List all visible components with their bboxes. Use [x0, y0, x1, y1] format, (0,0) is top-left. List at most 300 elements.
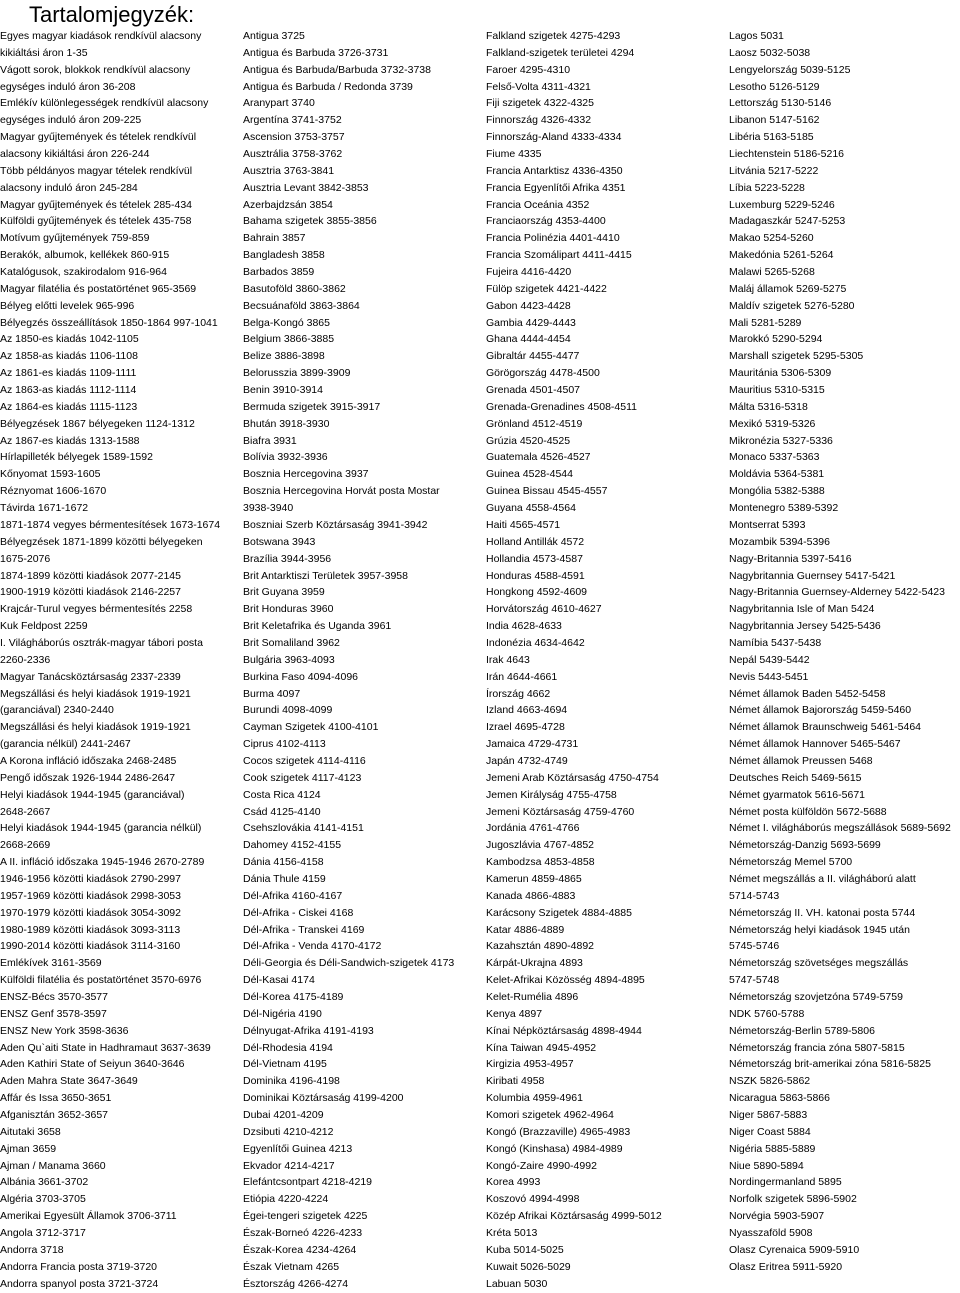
toc-entry: Magyar gyűjtemények és tételek 285-434 — [0, 198, 193, 211]
toc-entry: egységes induló áron 36-208 — [0, 80, 136, 93]
toc-entry: Külföldi gyűjtemények és tételek 435-758 — [0, 215, 192, 228]
toc-entry: Burundi 4098-4099 — [243, 704, 333, 717]
toc-entry: Guyana 4558-4564 — [486, 502, 576, 515]
toc-entry: Ajman 3659 — [0, 1142, 57, 1155]
toc-entry: 1957-1969 közötti kiadások 2998-3053 — [0, 889, 181, 902]
toc-entry: Mauritánia 5306-5309 — [729, 367, 832, 380]
toc-entry: Barbados 3859 — [243, 266, 315, 279]
toc-entry: Felső-Volta 4311-4321 — [486, 80, 591, 93]
toc-entry: Etiópia 4220-4224 — [243, 1193, 329, 1206]
toc-entry: Németország szovjetzóna 5749-5759 — [729, 990, 903, 1003]
toc-entry: Dél-Afrika - Ciskei 4168 — [243, 906, 354, 919]
toc-entry: Andorra spanyol posta 3721-3724 — [0, 1277, 159, 1290]
toc-entry: Argentína 3741-3752 — [243, 114, 342, 127]
toc-entry: (garancia nélkül) 2441-2467 — [0, 738, 131, 751]
toc-entry: 2648-2667 — [0, 805, 51, 818]
toc-entry: Jamaica 4729-4731 — [486, 738, 579, 751]
toc-entry: Az 1867-es kiadás 1313-1588 — [0, 434, 140, 447]
toc-entry: Német államok Hannover 5465-5467 — [729, 738, 901, 751]
toc-entry: Aden Kathiri State of Seiyun 3640-3646 — [0, 1058, 185, 1071]
toc-entry: Moldávia 5364-5381 — [729, 468, 825, 481]
toc-entry: Gambia 4429-4443 — [486, 316, 576, 329]
toc-entry: Bahama szigetek 3855-3856 — [243, 215, 377, 228]
toc-entry: Finnország 4326-4332 — [486, 114, 592, 127]
toc-entry: Dél-Nigéria 4190 — [243, 1007, 322, 1020]
toc-entry: Belorusszia 3899-3909 — [243, 367, 351, 380]
toc-entry: Dominikai Köztársaság 4199-4200 — [243, 1092, 404, 1105]
toc-entry: Ajman / Manama 3660 — [0, 1159, 106, 1172]
toc-entry: Észtország 4266-4274 — [243, 1277, 349, 1290]
toc-entry: Basutoföld 3860-3862 — [243, 282, 346, 295]
toc-entry: Dzsibuti 4210-4212 — [243, 1125, 334, 1138]
toc-entry: Az 1863-as kiadás 1112-1114 — [0, 384, 137, 397]
toc-entry: Cocos szigetek 4114-4116 — [243, 754, 366, 767]
page-title: Tartalomjegyzék: — [29, 2, 195, 27]
toc-entry: Francia Antarktisz 4336-4350 — [486, 164, 623, 177]
toc-entry: 2668-2669 — [0, 839, 51, 852]
toc-entry: Kárpát-Ukrajna 4893 — [486, 957, 583, 970]
toc-entry: Csád 4125-4140 — [243, 805, 321, 818]
toc-entry: Ascension 3753-3757 — [243, 131, 345, 144]
toc-entry: Afganisztán 3652-3657 — [0, 1109, 108, 1121]
toc-entry: Lettország 5130-5146 — [729, 97, 832, 110]
toc-entry: Német posta külföldön 5672-5688 — [729, 805, 887, 818]
toc-entry: Fiji szigetek 4322-4325 — [486, 97, 594, 110]
toc-entry: Burkina Faso 4094-4096 — [243, 670, 358, 683]
toc-entry: Az 1858-as kiadás 1106-1108 — [0, 350, 138, 363]
toc-entry: Komori szigetek 4962-4964 — [486, 1109, 614, 1121]
toc-entry: Costa Rica 4124 — [243, 788, 321, 801]
toc-entry: Külföldi filatélia és postatörténet 3570-6976 — [0, 974, 202, 987]
toc-entry: Lengyelország 5039-5125 — [729, 63, 851, 76]
toc-entry: Katalógusok, szakirodalom 916-964 — [0, 266, 167, 279]
toc-entry: Jemeni Köztársaság 4759-4760 — [486, 805, 635, 818]
toc-entry: Németország Memel 5700 — [729, 856, 853, 869]
toc-entry: Nicaragua 5863-5866 — [729, 1092, 830, 1105]
toc-entry: Németország brit-amerikai zóna 5816-5825 — [729, 1058, 931, 1071]
toc-entry: Norfolk szigetek 5896-5902 — [729, 1193, 857, 1206]
toc-entry: Horvátország 4610-4627 — [486, 603, 602, 616]
toc-entry: Dánia Thule 4159 — [243, 872, 326, 885]
toc-entry: Málta 5316-5318 — [729, 400, 808, 413]
toc-entry: Nordingermanland 5895 — [729, 1176, 842, 1189]
toc-entry: Ghana 4444-4454 — [486, 333, 571, 346]
toc-entry: Bosznia Hercegovina 3937 — [243, 468, 369, 481]
toc-entry: Német gyarmatok 5616-5671 — [729, 788, 865, 801]
toc-entry: Kazahsztán 4890-4892 — [486, 940, 594, 953]
toc-entry: Több példányos magyar tételek rendkívül — [0, 164, 193, 177]
toc-entry: Dél-Afrika - Transkei 4169 — [243, 923, 365, 936]
toc-entry: Aranypart 3740 — [243, 97, 315, 110]
toc-entry: Aden Qu`aiti State in Hadhramaut 3637-3639 — [0, 1041, 211, 1054]
toc-entry: Ekvador 4214-4217 — [243, 1159, 335, 1172]
toc-entry: Belga-Kongó 3865 — [243, 316, 330, 329]
toc-entry: Irak 4643 — [486, 653, 530, 666]
toc-entry: Algéria 3703-3705 — [0, 1193, 86, 1206]
toc-entry: Grenada 4501-4507 — [486, 384, 580, 397]
toc-entry: Belgium 3866-3885 — [243, 333, 335, 346]
toc-entry: egységes induló áron 209-225 — [0, 114, 142, 127]
toc-entry: Német államok Bajorország 5459-5460 — [729, 704, 912, 717]
toc-entry: Kanada 4866-4883 — [486, 889, 576, 902]
toc-entry: Irán 4644-4661 — [486, 670, 558, 683]
toc-entry: Mozambik 5394-5396 — [729, 535, 830, 548]
toc-entry: Dél-Korea 4175-4189 — [243, 990, 344, 1003]
toc-entry: Közép Afrikai Köztársaság 4999-5012 — [486, 1210, 662, 1223]
toc-entry: Namíbia 5437-5438 — [729, 636, 822, 649]
toc-entry: Guinea 4528-4544 — [486, 468, 573, 481]
toc-entry: Honduras 4588-4591 — [486, 569, 585, 582]
toc-entry: Belize 3886-3898 — [243, 350, 325, 363]
toc-entry: Megszállási és helyi kiadások 1919-1921 — [0, 687, 191, 700]
toc-entry: (garanciával) 2340-2440 — [0, 704, 114, 717]
toc-entry: Falkland szigetek 4275-4293 — [486, 30, 621, 42]
toc-entry: Németország francia zóna 5807-5815 — [729, 1041, 905, 1054]
toc-entry: Brit Antarktiszi Területek 3957-3958 — [243, 569, 408, 582]
toc-entry: Égei-tengeri szigetek 4225 — [243, 1210, 368, 1223]
toc-entry: Kolumbia 4959-4961 — [486, 1092, 583, 1105]
toc-entry: Haiti 4565-4571 — [486, 518, 561, 531]
toc-entry: Karácsony Szigetek 4884-4885 — [486, 906, 632, 919]
toc-entry: Észak-Korea 4234-4264 — [243, 1243, 357, 1256]
toc-entry: Libéria 5163-5185 — [729, 131, 814, 144]
toc-entry: Hollandia 4573-4587 — [486, 552, 583, 565]
toc-entry: Németország-Berlin 5789-5806 — [729, 1024, 875, 1037]
toc-entry: Magyar gyűjtemények és tételek rendkívül — [0, 131, 197, 144]
toc-entry: Grenada-Grenadines 4508-4511 — [486, 400, 637, 413]
toc-entry: 3938-3940 — [243, 502, 294, 515]
toc-entry: A II. infláció időszaka 1945-1946 2670-2789 — [0, 856, 205, 869]
toc-entry: Andorra Francia posta 3719-3720 — [0, 1260, 158, 1273]
toc-entry: Bhután 3918-3930 — [243, 417, 330, 430]
toc-entry: Affár és Issa 3650-3651 — [0, 1092, 112, 1105]
toc-entry: Emlékívek 3161-3569 — [0, 957, 102, 970]
toc-entry: 5747-5748 — [729, 974, 780, 987]
toc-entry: Vágott sorok, blokkok rendkívül alacsony — [0, 63, 191, 76]
toc-entry: Déli-Georgia és Déli-Sandwich-szigetek 4173 — [243, 957, 455, 970]
toc-entry: Francia Szomálipart 4411-4415 — [486, 249, 632, 262]
toc-entry: Németország II. VH. katonai posta 5744 — [729, 906, 916, 919]
toc-entry: Makao 5254-5260 — [729, 232, 814, 245]
toc-entry: Délnyugat-Afrika 4191-4193 — [243, 1024, 374, 1037]
toc-entry: Boszniai Szerb Köztársaság 3941-3942 — [243, 518, 428, 531]
toc-entry: Izland 4663-4694 — [486, 704, 568, 717]
toc-entry: Kongó (Kinshasa) 4984-4989 — [486, 1142, 623, 1155]
toc-entry: Olasz Eritrea 5911-5920 — [729, 1260, 843, 1273]
toc-entry: 5714-5743 — [729, 889, 780, 902]
toc-entry: NSZK 5826-5862 — [729, 1075, 811, 1088]
toc-entry: Brit Guyana 3959 — [243, 586, 325, 599]
toc-entry: NDK 5760-5788 — [729, 1007, 805, 1020]
toc-entry: ENSZ-Bécs 3570-3577 — [0, 990, 108, 1003]
toc-entry: Nagy-Britannia Guernsey-Alderney 5422-5423 — [729, 586, 945, 599]
toc-entry: Marshall szigetek 5295-5305 — [729, 350, 864, 363]
toc-entry: ENSZ Genf 3578-3597 — [0, 1007, 107, 1020]
toc-column-2 — [243, 28, 454, 1292]
toc-entry: Dánia 4156-4158 — [243, 856, 324, 869]
toc-entry: Aden Mahra State 3647-3649 — [0, 1075, 138, 1088]
toc-entry: Mauritius 5310-5315 — [729, 384, 825, 397]
toc-entry: Jordánia 4761-4766 — [486, 822, 580, 835]
toc-entry: Cayman Szigetek 4100-4101 — [243, 721, 379, 734]
toc-entry: Német államok Braunschweig 5461-5464 — [729, 721, 922, 734]
toc-entry: Korea 4993 — [486, 1176, 541, 1189]
toc-entry: Bosznia Hercegovina Horvát posta Mostar — [243, 485, 440, 498]
toc-entry: Kuk Feldpost 2259 — [0, 620, 88, 633]
toc-entry: Ausztrália 3758-3762 — [243, 148, 343, 161]
toc-entry: Dél-Afrika - Venda 4170-4172 — [243, 940, 382, 953]
toc-entry: Libanon 5147-5162 — [729, 114, 820, 127]
toc-entry: 1675-2076 — [0, 552, 51, 565]
toc-entry: Angola 3712-3717 — [0, 1227, 86, 1240]
toc-entry: Azerbajdzsán 3854 — [243, 198, 333, 211]
toc-entry: Deutsches Reich 5469-5615 — [729, 771, 862, 784]
toc-entry: Emlékív különlegességek rendkívül alacsony — [0, 97, 209, 110]
toc-entry: Kőnyomat 1593-1605 — [0, 468, 101, 481]
toc-entry: Fülöp szigetek 4421-4422 — [486, 282, 607, 295]
toc-entry: Brit Honduras 3960 — [243, 603, 334, 616]
toc-entry: Mikronézia 5327-5336 — [729, 434, 833, 447]
toc-entry: Németország helyi kiadások 1945 után — [729, 923, 910, 936]
toc-entry: Laosz 5032-5038 — [729, 46, 811, 59]
toc-entry: Brazília 3944-3956 — [243, 552, 332, 565]
toc-entry: Marokkó 5290-5294 — [729, 333, 823, 346]
toc-entry: Jemeni Arab Köztársaság 4750-4754 — [486, 771, 659, 784]
toc-entry: Helyi kiadások 1944-1945 (garancia nélkül) — [0, 822, 202, 835]
toc-entry: Antigua és Barbuda/Barbuda 3732-3738 — [243, 63, 431, 76]
toc-entry: 2260-2336 — [0, 653, 51, 666]
toc-entry: Kirgizia 4953-4957 — [486, 1058, 574, 1071]
toc-entry: 1871-1874 vegyes bérmentesítések 1673-1674 — [0, 518, 221, 531]
toc-entry: 1900-1919 közötti kiadások 2146-2257 — [0, 586, 181, 599]
toc-entry: Motívum gyűjtemények 759-859 — [0, 232, 150, 245]
toc-entry: Andorra 3718 — [0, 1243, 64, 1256]
toc-entry: Litvánia 5217-5222 — [729, 164, 819, 177]
toc-entry: Luxemburg 5229-5246 — [729, 198, 835, 211]
toc-entry: Kína Taiwan 4945-4952 — [486, 1041, 597, 1054]
toc-entry: Német államok Baden 5452-5458 — [729, 687, 886, 700]
toc-entry: Az 1850-es kiadás 1042-1105 — [0, 333, 139, 346]
toc-entry: Kuba 5014-5025 — [486, 1243, 564, 1256]
toc-entry: Kongó-Zaire 4990-4992 — [486, 1159, 597, 1172]
toc-entry: Nagybritannia Isle of Man 5424 — [729, 603, 875, 616]
toc-entry: Aitutaki 3658 — [0, 1125, 61, 1138]
toc-entry: Bulgária 3963-4093 — [243, 653, 335, 666]
toc-entry: Bélyegzések 1867 bélyegeken 1124-1312 — [0, 417, 195, 430]
toc-entry: Niger Coast 5884 — [729, 1125, 811, 1138]
toc-entry: Fiume 4335 — [486, 148, 542, 161]
toc-entry: Mexikó 5319-5326 — [729, 417, 816, 430]
toc-entry: Lagos 5031 — [729, 30, 784, 42]
toc-entry: Maldív szigetek 5276-5280 — [729, 299, 855, 312]
toc-column-3 — [486, 28, 662, 1292]
toc-entry: Francia Oceánia 4352 — [486, 198, 590, 211]
toc-entry: Német I. világháborús megszállások 5689-5692 — [729, 822, 951, 835]
toc-entry: Guatemala 4526-4527 — [486, 451, 591, 464]
toc-entry: Pengő időszak 1926-1944 2486-2647 — [0, 771, 176, 784]
toc-entry: kikiáltási áron 1-35 — [0, 46, 88, 59]
toc-entry: Jugoszlávia 4767-4852 — [486, 839, 594, 852]
toc-entry: Németország szövetséges megszállás — [729, 957, 909, 970]
toc-entry: Albánia 3661-3702 — [0, 1176, 89, 1189]
toc-entry: Kelet-Afrikai Közösség 4894-4895 — [486, 974, 645, 987]
toc-entry: Megszállási és helyi kiadások 1919-1921 — [0, 721, 191, 734]
toc-entry: Krajcár-Turul vegyes bérmentesítés 2258 — [0, 603, 193, 616]
toc-entry: Kelet-Rumélia 4896 — [486, 990, 579, 1003]
toc-entry: Lesotho 5126-5129 — [729, 80, 820, 93]
toc-entry: Dél-Afrika 4160-4167 — [243, 889, 343, 902]
toc-entry: Francia Egyenlítői Afrika 4351 — [486, 181, 626, 194]
toc-entry: Bélyegzés összeállítások 1850-1864 997-1041 — [0, 316, 218, 329]
toc-entry: Gabon 4423-4428 — [486, 299, 571, 312]
toc-entry: Brit Somaliland 3962 — [243, 636, 340, 649]
toc-entry: Olasz Cyrenaica 5909-5910 — [729, 1243, 860, 1256]
toc-entry: Finnország-Aland 4333-4334 — [486, 131, 622, 144]
toc-entry: Dél-Vietnam 4195 — [243, 1058, 327, 1071]
toc-column-1 — [0, 28, 220, 1292]
toc-entry: Csehszlovákia 4141-4151 — [243, 822, 364, 835]
toc-entry: Antigua és Barbuda 3726-3731 — [243, 46, 389, 59]
toc-entry: Kréta 5013 — [486, 1227, 538, 1240]
toc-entry: Ausztria 3763-3841 — [243, 164, 335, 177]
toc-entry: Bélyeg előtti levelek 965-996 — [0, 299, 135, 312]
toc-entry: Berakók, albumok, kellékek 860-915 — [0, 249, 170, 262]
toc-entry: 1980-1989 közötti kiadások 3093-3113 — [0, 923, 181, 936]
toc-entry: alacsony kikiáltási áron 226-244 — [0, 148, 150, 161]
toc-entry: Mongólia 5382-5388 — [729, 485, 825, 498]
toc-entry: Nagybritannia Guernsey 5417-5421 — [729, 569, 896, 582]
toc-entry: Brit Keletafrika és Uganda 3961 — [243, 620, 392, 633]
toc-entry: 1874-1899 közötti kiadások 2077-2145 — [0, 569, 181, 582]
toc-entry: Bélyegzések 1871-1899 közötti bélyegeken — [0, 535, 203, 548]
toc-entry: Nagybritannia Jersey 5425-5436 — [729, 620, 881, 633]
toc-entry: Líbia 5223-5228 — [729, 181, 805, 194]
toc-entry: Nepál 5439-5442 — [729, 653, 810, 666]
toc-entry: Magyar filatélia és postatörténet 965-3569 — [0, 282, 197, 295]
toc-entry: Franciaország 4353-4400 — [486, 215, 606, 228]
toc-entry: Gibraltár 4455-4477 — [486, 350, 580, 363]
toc-entry: Az 1861-es kiadás 1109-1111 — [0, 367, 137, 380]
toc-entry: Indonézia 4634-4642 — [486, 636, 585, 649]
toc-entry: Nyasszaföld 5908 — [729, 1227, 813, 1240]
toc-entry: Francia Polinézia 4401-4410 — [486, 232, 620, 245]
toc-entry: Bolívia 3932-3936 — [243, 451, 328, 464]
toc-entry: 1970-1979 közötti kiadások 3054-3092 — [0, 906, 181, 919]
toc-entry: Német megszállás a II. világháború alatt — [729, 872, 916, 885]
toc-entry: Nagy-Britannia 5397-5416 — [729, 552, 852, 565]
toc-entry: Ausztria Levant 3842-3853 — [243, 181, 369, 194]
toc-entry: Egyes magyar kiadások rendkívül alacsony — [0, 30, 202, 42]
toc-entry: Burma 4097 — [243, 687, 301, 700]
toc-entry: Kenya 4897 — [486, 1007, 543, 1020]
toc-column-4 — [729, 28, 951, 1276]
toc-entry: Japán 4732-4749 — [486, 754, 568, 767]
toc-entry: Dél-Kasai 4174 — [243, 974, 315, 987]
toc-entry: Jemen Királyság 4755-4758 — [486, 788, 617, 801]
toc-entry: ENSZ New York 3598-3636 — [0, 1024, 129, 1037]
toc-entry: Nigéria 5885-5889 — [729, 1142, 816, 1155]
toc-entry: Norvégia 5903-5907 — [729, 1210, 825, 1223]
toc-entry: Egyenlítői Guinea 4213 — [243, 1142, 353, 1155]
toc-entry: Niue 5890-5894 — [729, 1159, 804, 1172]
toc-entry: Antigua 3725 — [243, 30, 305, 42]
toc-entry: Németország-Danzig 5693-5699 — [729, 839, 881, 852]
toc-entry: 1946-1956 közötti kiadások 2790-2997 — [0, 872, 181, 885]
toc-entry: Hírlapilleték bélyegek 1589-1592 — [0, 451, 153, 464]
toc-entry: Biafra 3931 — [243, 434, 297, 447]
toc-entry: Kongó (Brazzaville) 4965-4983 — [486, 1125, 631, 1138]
toc-entry: Kambodzsa 4853-4858 — [486, 856, 595, 869]
toc-entry: Cook szigetek 4117-4123 — [243, 771, 362, 784]
toc-entry: Kamerun 4859-4865 — [486, 872, 582, 885]
toc-entry: Izrael 4695-4728 — [486, 721, 565, 734]
toc-entry: Grönland 4512-4519 — [486, 417, 583, 430]
toc-entry: Benin 3910-3914 — [243, 384, 323, 397]
toc-entry: Távirda 1671-1672 — [0, 502, 89, 515]
toc-entry: Észak Vietnam 4265 — [243, 1260, 340, 1273]
toc-entry: Mali 5281-5289 — [729, 316, 802, 329]
toc-entry: Dubai 4201-4209 — [243, 1109, 324, 1121]
toc-entry: Antigua és Barbuda / Redonda 3739 — [243, 80, 413, 93]
toc-entry: Írország 4662 — [486, 687, 551, 700]
toc-entry: Magyar Tanácsköztársaság 2337-2339 — [0, 670, 181, 683]
toc-entry: Amerikai Egyesült Államok 3706-3711 — [0, 1210, 177, 1223]
toc-entry: Makedónia 5261-5264 — [729, 249, 834, 262]
toc-entry: Dominika 4196-4198 — [243, 1075, 340, 1088]
toc-entry: Dél-Rhodesia 4194 — [243, 1041, 333, 1054]
toc-entry: Bangladesh 3858 — [243, 249, 325, 262]
toc-entry: Görögország 4478-4500 — [486, 367, 600, 380]
toc-entry: Falkland-szigetek területei 4294 — [486, 46, 635, 59]
toc-entry: Holland Antillák 4572 — [486, 535, 585, 548]
toc-entry: Nevis 5443-5451 — [729, 670, 809, 683]
toc-entry: Monaco 5337-5363 — [729, 451, 820, 464]
toc-entry: Kínai Népköztársaság 4898-4944 — [486, 1024, 642, 1037]
toc-entry: 5745-5746 — [729, 940, 780, 953]
toc-entry: Katar 4886-4889 — [486, 923, 565, 936]
toc-entry: Madagaszkár 5247-5253 — [729, 215, 846, 228]
toc-entry: alacsony induló áron 245-284 — [0, 181, 138, 194]
toc-entry: Montserrat 5393 — [729, 518, 806, 531]
toc-entry: Koszovó 4994-4998 — [486, 1193, 580, 1206]
toc-entry: Botswana 3943 — [243, 535, 316, 548]
toc-entry: Észak-Borneó 4226-4233 — [243, 1227, 363, 1240]
toc-entry: Labuan 5030 — [486, 1277, 548, 1290]
toc-entry: Réznyomat 1606-1670 — [0, 485, 107, 498]
toc-entry: Hongkong 4592-4609 — [486, 586, 588, 599]
toc-entry: Elefántcsontpart 4218-4219 — [243, 1176, 373, 1189]
toc-entry: Malawi 5265-5268 — [729, 266, 815, 279]
toc-entry: Grúzia 4520-4525 — [486, 434, 571, 447]
toc-entry: Német államok Preussen 5468 — [729, 754, 873, 767]
toc-entry: 1990-2014 közötti kiadások 3114-3160 — [0, 940, 181, 953]
toc-entry: Dahomey 4152-4155 — [243, 839, 342, 852]
toc-entry: Faroer 4295-4310 — [486, 63, 571, 76]
toc-entry: Bahrain 3857 — [243, 232, 306, 245]
toc-entry: Kiribati 4958 — [486, 1075, 545, 1088]
toc-entry: I. Világháborús osztrák-magyar tábori posta — [0, 636, 203, 649]
toc-entry: Liechtenstein 5186-5216 — [729, 148, 845, 161]
toc-entry: Kuwait 5026-5029 — [486, 1260, 571, 1273]
toc-entry: India 4628-4633 — [486, 620, 562, 633]
toc-entry: Bermuda szigetek 3915-3917 — [243, 400, 381, 413]
toc-entry: Guinea Bissau 4545-4557 — [486, 485, 608, 498]
toc-entry: Az 1864-es kiadás 1115-1123 — [0, 400, 138, 413]
toc-entry: Fujeira 4416-4420 — [486, 266, 572, 279]
toc-entry: Montenegro 5389-5392 — [729, 502, 839, 515]
toc-entry: Niger 5867-5883 — [729, 1109, 808, 1121]
toc-entry: Becsuánaföld 3863-3864 — [243, 299, 360, 312]
